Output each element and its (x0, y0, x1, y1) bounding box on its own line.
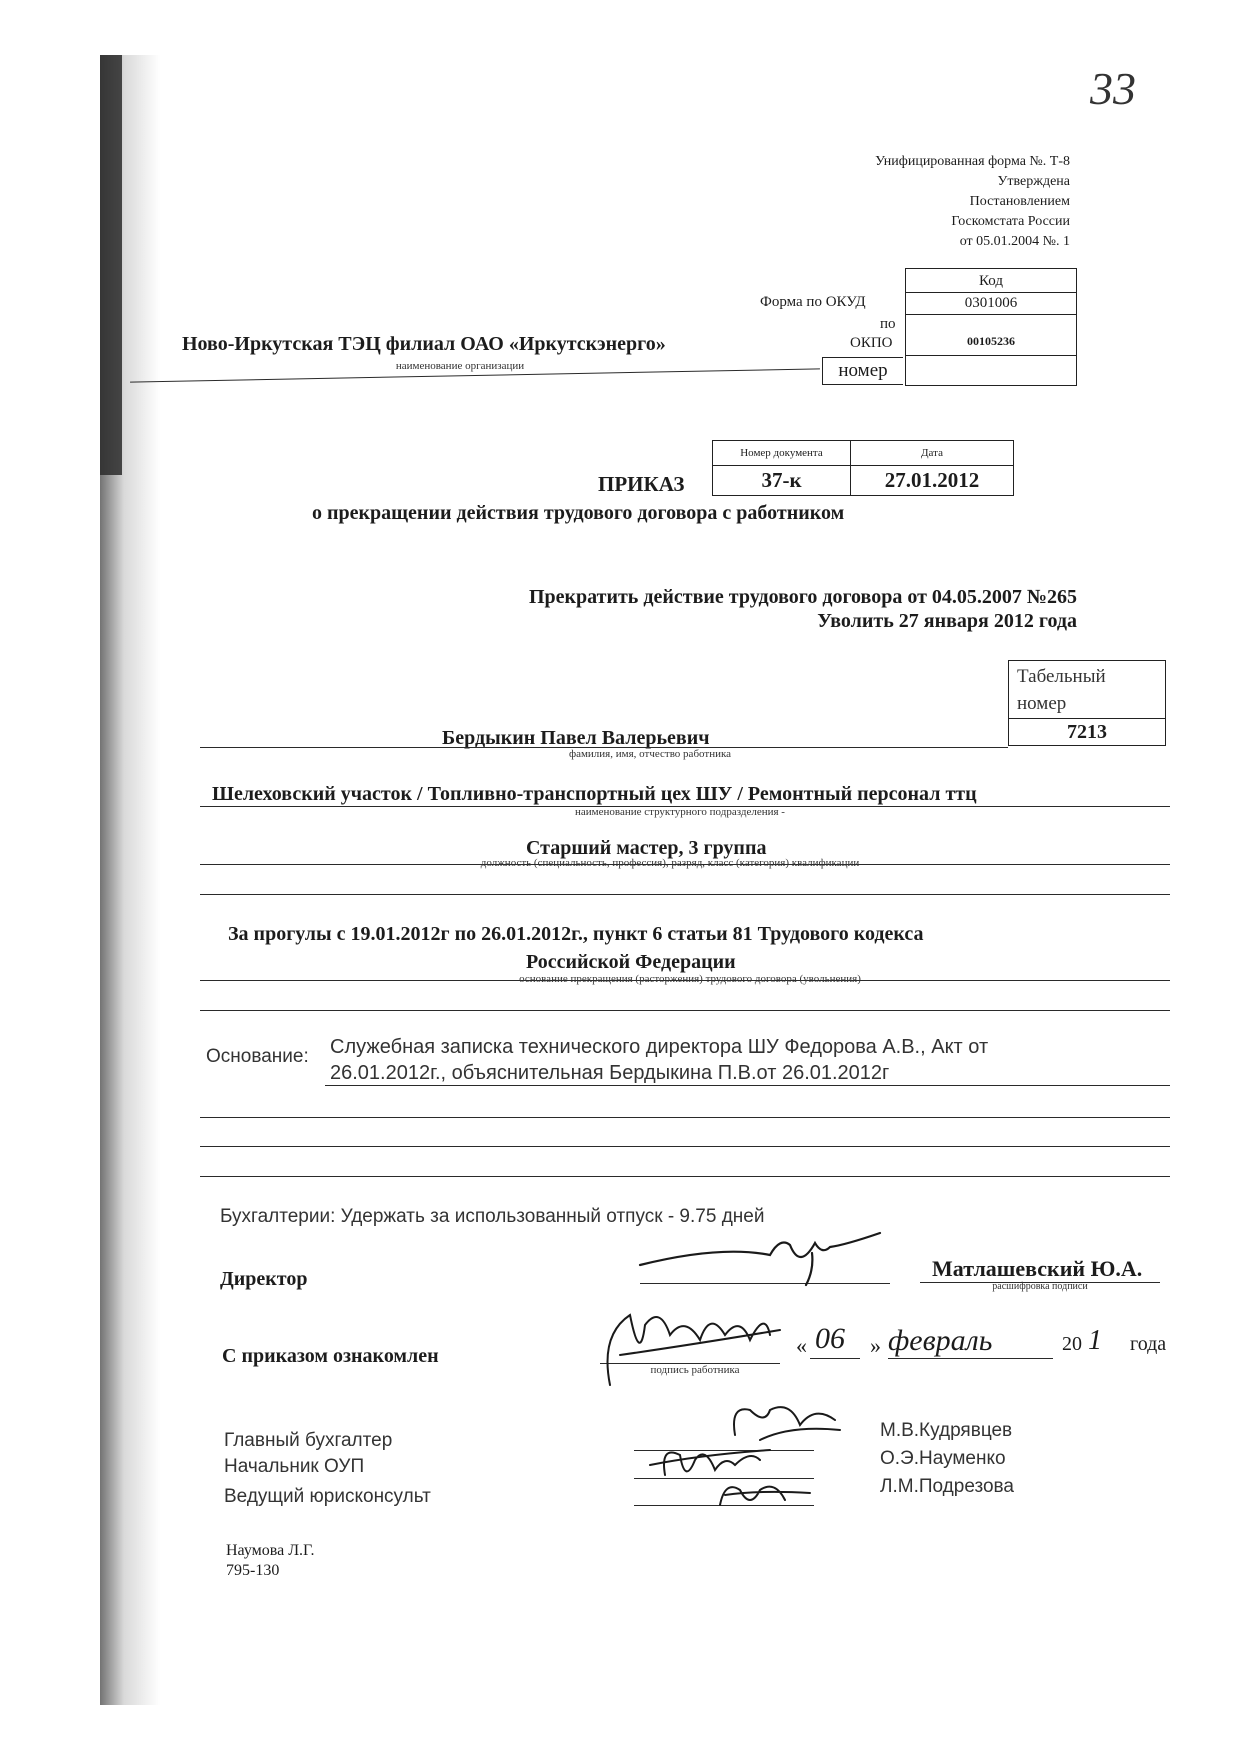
date-year-suffix: 1 (1088, 1325, 1102, 1356)
form-header (875, 152, 1070, 252)
order-table (712, 440, 1014, 496)
employee-name: Бердыкин Павел Валерьевич (442, 727, 710, 749)
date-year-prefix: 20 (1062, 1333, 1082, 1355)
form-header-line: Унифицированная форма №. Т-8 (875, 154, 1070, 169)
okud-label: Форма по ОКУД (760, 294, 866, 310)
acquainted-label: С приказом ознакомлен (222, 1345, 439, 1367)
date-quote-close: » (870, 1333, 881, 1358)
doc-number-label: Номер документа (713, 441, 851, 465)
form-header-line: Постановлением (969, 194, 1070, 209)
tab-number-label: Табельный номер (1017, 666, 1106, 714)
approval-name: О.Э.Науменко (880, 1448, 1006, 1469)
department-caption: наименование структурного подразделения - (575, 806, 785, 818)
terminate-line1: Прекратить действие трудового договора от 04.05.2007 №265 (528, 586, 1077, 608)
reason-caption: основание прекращения (расторжения) трудового договора (увольнения) (519, 973, 861, 985)
department: Шелеховский участок / Топливно-транспортный цех ШУ / Ремонтный персонал ттц (212, 783, 977, 805)
organization-name: Ново-Иркутская ТЭЦ филиал ОАО «Иркутскэнерго» (182, 333, 666, 355)
scan-shadow-dark (100, 55, 122, 475)
executor-phone: 795-130 (226, 1562, 280, 1579)
okpo-label: ОКПО (850, 335, 893, 351)
approval-name: Л.М.Подрезова (880, 1476, 1014, 1497)
employee-signature (590, 1295, 790, 1395)
approval-signatures (640, 1395, 850, 1515)
approval-role: Ведущий юрисконсульт (224, 1486, 431, 1507)
order-title: ПРИКАЗ (598, 472, 685, 496)
tab-number: 7213 (1067, 721, 1107, 743)
okpo-label-top: по (880, 316, 896, 332)
date-day: 06 (815, 1322, 845, 1355)
approval-role: Главный бухгалтер (224, 1430, 393, 1451)
form-header-line: Госкомстата России (951, 214, 1070, 229)
nomer-label: номер (822, 357, 903, 385)
director-caption: расшифровка подписи (992, 1281, 1088, 1292)
form-header-line: от 05.01.2004 №. 1 (959, 234, 1070, 249)
date-label: Дата (921, 447, 943, 459)
director-name: Матлашевский Ю.А. (932, 1256, 1143, 1281)
approval-name: М.В.Кудрявцев (880, 1420, 1013, 1441)
tab-number-box (1008, 660, 1166, 746)
reason-line1: За прогулы с 19.01.2012г по 26.01.2012г., пункт 6 статьи 81 Трудового кодекса (228, 923, 924, 945)
acquainted-caption: подпись работника (650, 1364, 740, 1376)
approval-role: Начальник ОУП (224, 1456, 365, 1477)
order-date: 27.01.2012 (884, 468, 980, 492)
page-number: 33 (1090, 63, 1136, 114)
director-signature (630, 1225, 890, 1295)
form-header-line: Утверждена (997, 174, 1070, 189)
director-label: Директор (220, 1268, 308, 1290)
basis-line2: 26.01.2012г., объяснительная Бердыкина П.В.от 26.01.2012г (330, 1062, 890, 1084)
okpo-value: 00105236 (967, 334, 1015, 348)
executor-name: Наумова Л.Г. (226, 1542, 315, 1559)
accounting-note: Бухгалтерии: Удержать за использованный отпуск - 9.75 дней (220, 1206, 765, 1227)
position: Старший мастер, 3 группа (526, 837, 767, 859)
order-subtitle: о прекращении действия трудового договора с работником (312, 502, 845, 524)
employee-name-caption: фамилия, имя, отчество работника (568, 748, 732, 760)
codes-box (905, 268, 1077, 386)
date-year-word: года (1130, 1333, 1167, 1355)
date-month: февраль (888, 1324, 993, 1357)
basis-label: Основание: (206, 1046, 309, 1067)
doc-number: 37-к (713, 466, 851, 495)
kod-label: Код (979, 273, 1003, 289)
organization-caption: наименование организации (395, 360, 525, 372)
okud-value: 0301006 (964, 295, 1018, 311)
terminate-line2: Уволить 27 января 2012 года (817, 610, 1077, 632)
basis-line1: Служебная записка технического директора ШУ Федорова А.В., Акт от (330, 1036, 989, 1058)
reason-line2: Российской Федерации (526, 951, 736, 973)
date-quote-open: « (796, 1333, 807, 1358)
position-caption: должность (специальность, профессия), разряд, класс (категория) квалификации (480, 857, 860, 869)
